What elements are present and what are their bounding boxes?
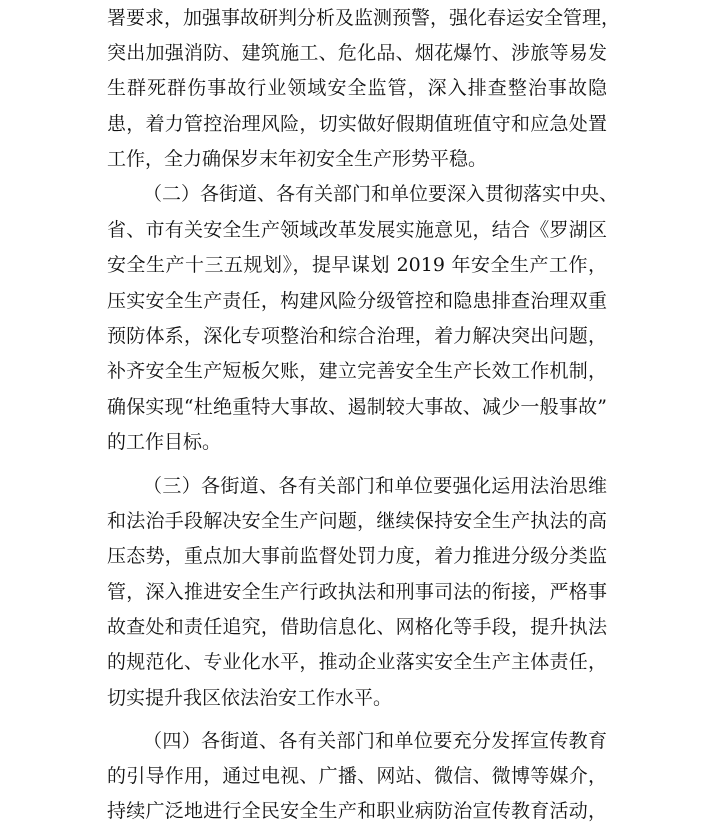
text-line: 署要求，加强事故研判分析及监测预警，强化春运安全管理， [107, 7, 621, 29]
text-line: 持续广泛地进行全民安全生产和职业病防治宣传教育活动， [107, 800, 607, 822]
text-line: 和法治手段解决安全生产问题，继续保持安全生产执法的高 [107, 510, 607, 532]
text-line: 生群死群伤事故行业领域安全监管，深入排查整治事故隐 [107, 77, 607, 99]
text-line: 压实安全生产责任，构建风险分级管控和隐患排查治理双重 [107, 290, 607, 312]
paragraph-heading-3: （三）各街道、各有关部门和单位要强化运用法治思维 [143, 475, 607, 497]
text-line: 工作，全力确保岁末年初安全生产形势平稳。 [107, 148, 488, 170]
paragraph-heading-2: （二）各街道、各有关部门和单位要深入贯彻落实中央、 [143, 183, 619, 205]
text-line: 确保实现“杜绝重特大事故、遏制较大事故、减少一般事故” [107, 396, 607, 418]
text-line: 切实提升我区依法治安工作水平。 [107, 687, 393, 709]
text-line: 预防体系，深化专项整治和综合治理，着力解决突出问题， [107, 325, 607, 347]
paragraph-heading-4: （四）各街道、各有关部门和单位要充分发挥宣传教育 [143, 730, 607, 752]
text-line: 安全生产十三五规划》，提早谋划 2019 年安全生产工作， [107, 254, 607, 276]
text-line: 的规范化、专业化水平，推动企业落实安全生产主体责任， [107, 651, 607, 673]
text-line: 患，着力管控治理风险，切实做好假期值班值守和应急处置 [107, 113, 607, 135]
text-line: 管，深入推进安全生产行政执法和刑事司法的衔接，严格事 [107, 581, 607, 603]
text-line: 的工作目标。 [107, 431, 222, 453]
text-line: 故查处和责任追究，借助信息化、网格化等手段，提升执法 [107, 616, 607, 638]
text-line: 压态势，重点加大事前监督处罚力度，着力推进分级分类监 [107, 545, 607, 567]
text-line: 的引导作用，通过电视、广播、网站、微信、微博等媒介， [107, 765, 607, 787]
text-line: 补齐安全生产短板欠账，建立完善安全生产长效工作机制， [107, 360, 607, 382]
text-line: 省、市有关安全生产领域改革发展实施意见，结合《罗湖区 [107, 219, 607, 241]
text-line: 突出加强消防、建筑施工、危化品、烟花爆竹、涉旅等易发 [107, 42, 607, 64]
